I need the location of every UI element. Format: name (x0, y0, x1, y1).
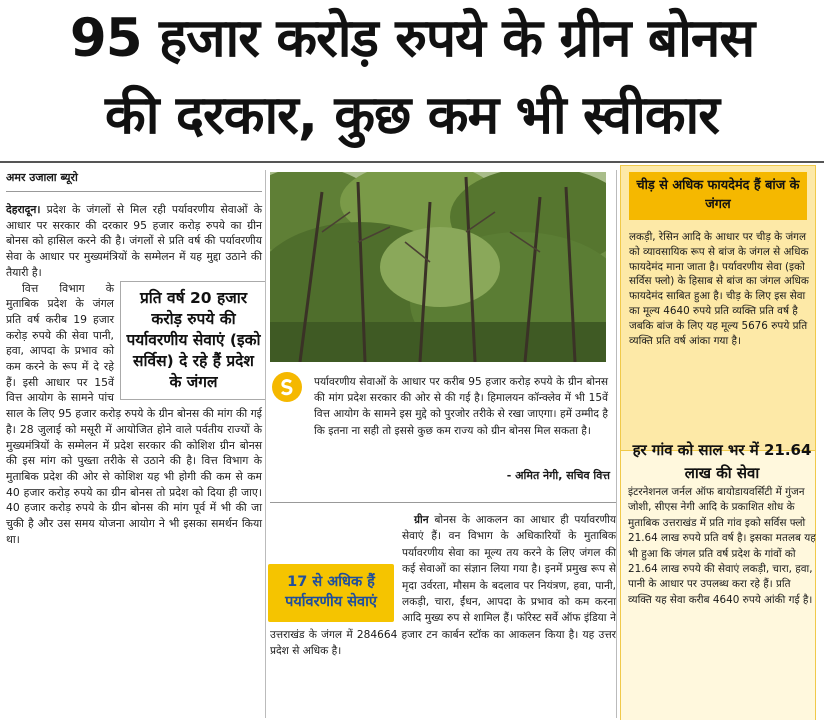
official-quote (270, 368, 616, 494)
environmental-services-box (270, 512, 616, 718)
article-headline (0, 0, 824, 160)
intro-paragraph (6, 202, 262, 281)
amar-ujala-logo-icon (272, 372, 302, 402)
headline-line-1: 95 हजार करोड़ रुपये के ग्रीन बोनस (69, 8, 755, 69)
services-label: 17 से अधिक हैं पर्यावरणीय सेवाएं (268, 564, 394, 622)
center-divider (270, 502, 616, 503)
column-divider-left (265, 170, 266, 718)
forest-illustration (270, 172, 606, 362)
quote-attribution: - अमित नेगी, सचिव वित्त (506, 469, 610, 482)
village-service-text: इंटरनेशनल जर्नल ऑफ बायोडायवर्सिटी में गुंजन जोशी, सीएस नेगी आदि के प्रकाशित शोध के मुताबिक उत्तराखंड में प्रति गांव इको सर्विस फ्लो 21.64 लाख रुपये प्रति वर्ष है। इसका मतलब यह भी हुआ कि जंगल प्रति वर्ष प्रदेश के गांवों को 21.64 लाख रुपये की सेवाएं लकड़ी, चारा, हवा, पानी के आधार पर उपलब्ध करा रहे हैं। प्रति व्यक्ति यह सेवा करीब 4640 रुपये आंकी गई है। (628, 486, 816, 606)
left-column (6, 170, 262, 718)
dateline: देहरादून। (6, 203, 41, 216)
village-service-heading: हर गांव को साल भर में 21.64 लाख की सेवा (632, 441, 812, 482)
body-paragraph: वित्त विभाग के मुताबिक प्रदेश के जंगल प्रति वर्ष करीब 19 हजार करोड़ रुपये की सेवा पानी, हवा, आपदा के प्रभाव को कम करने के रूप में दे रहे हैं। इसी आधार पर 15वें वित्त आयोग के सामने पांच साल के लिए 95 हजार करोड़ रुपये के ग्रीन बोनस की मांग की गई है। 28 जुलाई को मसूरी में आयोजित होने वाले पर्वतीय राज्यों के मुख्यमंत्रियों के सम्मेलन में प्रदेश सरकार की कोशिश ग्रीन बोनस की इस मांग को पुख्ता तरीके से उठाने की है। वित्त विभाग के मुताबिक प्रदेश की ओर से कोशिश यह भी होगी की कम से कम 40 हजार करोड़ रुपये का ग्रीन बोनस तो प्रदेश को दिया ही जाए। 40 हजार करोड़ रुपये के ग्रीन बोनस की मांग पूर्व में भी की जा चुकी है और उस समय योजना आयोग ने भी इसका समर्थन किया था। (6, 281, 262, 546)
column-divider-right (616, 170, 617, 718)
right-sidebar (620, 165, 820, 720)
services-text: बोनस के आकलन का आधार ही पर्यावरणीय सेवाएं हैं। वन विभाग के अधिकारियों के मुताबिक पर्यावरणीय सेवा का मूल्य तय करने के लिए जंगल की कई सेवाओं का संज्ञान लिया गया है। इनमें प्रमुख रूप से मृदा उर्वरता, मौसम के बदलाव पर नियंत्रण, हवा, पानी, लकड़ी, चारा, ईंधन, आपदा के प्रभाव को कम करना आदि मुख्य रुप से शामिल हैं। फॉरेस्ट सर्वे ऑफ इंडिया ने उत्तराखंड के जंगल में 284664 हजार टन कार्बन स्टॉक का आकलन किया है। यह उत्तर प्रदेश से अधिक है। (270, 514, 617, 658)
quote-text: पर्यावरणीय सेवाओं के आधार पर करीब 95 हजार करोड़ रुपये के ग्रीन बोनस की मांग प्रदेश सरकार की ओर से की गई है। हिमालयन कॉन्क्लेव में भी 15वें वित्त आयोग के सामने इस मुद्दे को पुरजोर तरीके से रखा जाएगा। हमें उम्मीद है कि इतना ना सही तो इससे कुछ कम राज्य को ग्रीन बोनस मिल सकता है। (314, 376, 608, 437)
forest-photo (270, 172, 606, 362)
headline-line-2: की दरकार, कुछ कम भी स्वीकार (105, 85, 719, 146)
services-lead: ग्रीन (414, 514, 429, 526)
card-title: चीड़ से अधिक फायदेमंद हैं बांज के जंगल (629, 172, 807, 220)
pull-quote: प्रति वर्ष 20 हजार करोड़ रुपये की पर्यावरणीय सेवाएं (इको सर्विस) दे रहे हैं प्रदेश के जंगल (120, 281, 266, 400)
card-text: लकड़ी, रेसिन आदि के आधार पर चीड़ के जंगल को व्यावसायिक रूप से बांज के जंगल से अधिक फायदेमंद माना जाता है। पर्यावरणीय सेवा (इको सर्विस फ्लो) के हिसाब से बांज का जंगल अधिक फायदेमंद साबित हुआ है। चीड़ के लिए इस सेवा का मूल्य 4640 रुपये प्रति व्यक्ति प्रति वर्ष है जबकि बांज के लिए यह मूल्य 5676 रुपये प्रति व्यक्ति प्रति वर्ष आंका गया है। (629, 231, 809, 347)
intro-text: प्रदेश के जंगलों से मिल रही पर्यावरणीय सेवाओं के आधार पर सरकार की दरकार 95 हजार करोड़ रुपये का ग्रीन बोनस को हासिल करने की है। जंगलों से प्रति वर्ष की पर्यावरणीय सेवा के आधार पर मुख्यमंत्रियों के सम्मेलन में यह मुद्दा उठाने की तैयारी है। (6, 203, 262, 279)
byline: अमर उजाला ब्यूरो (6, 170, 262, 192)
headline-divider (0, 161, 824, 163)
comparison-card (620, 165, 816, 451)
